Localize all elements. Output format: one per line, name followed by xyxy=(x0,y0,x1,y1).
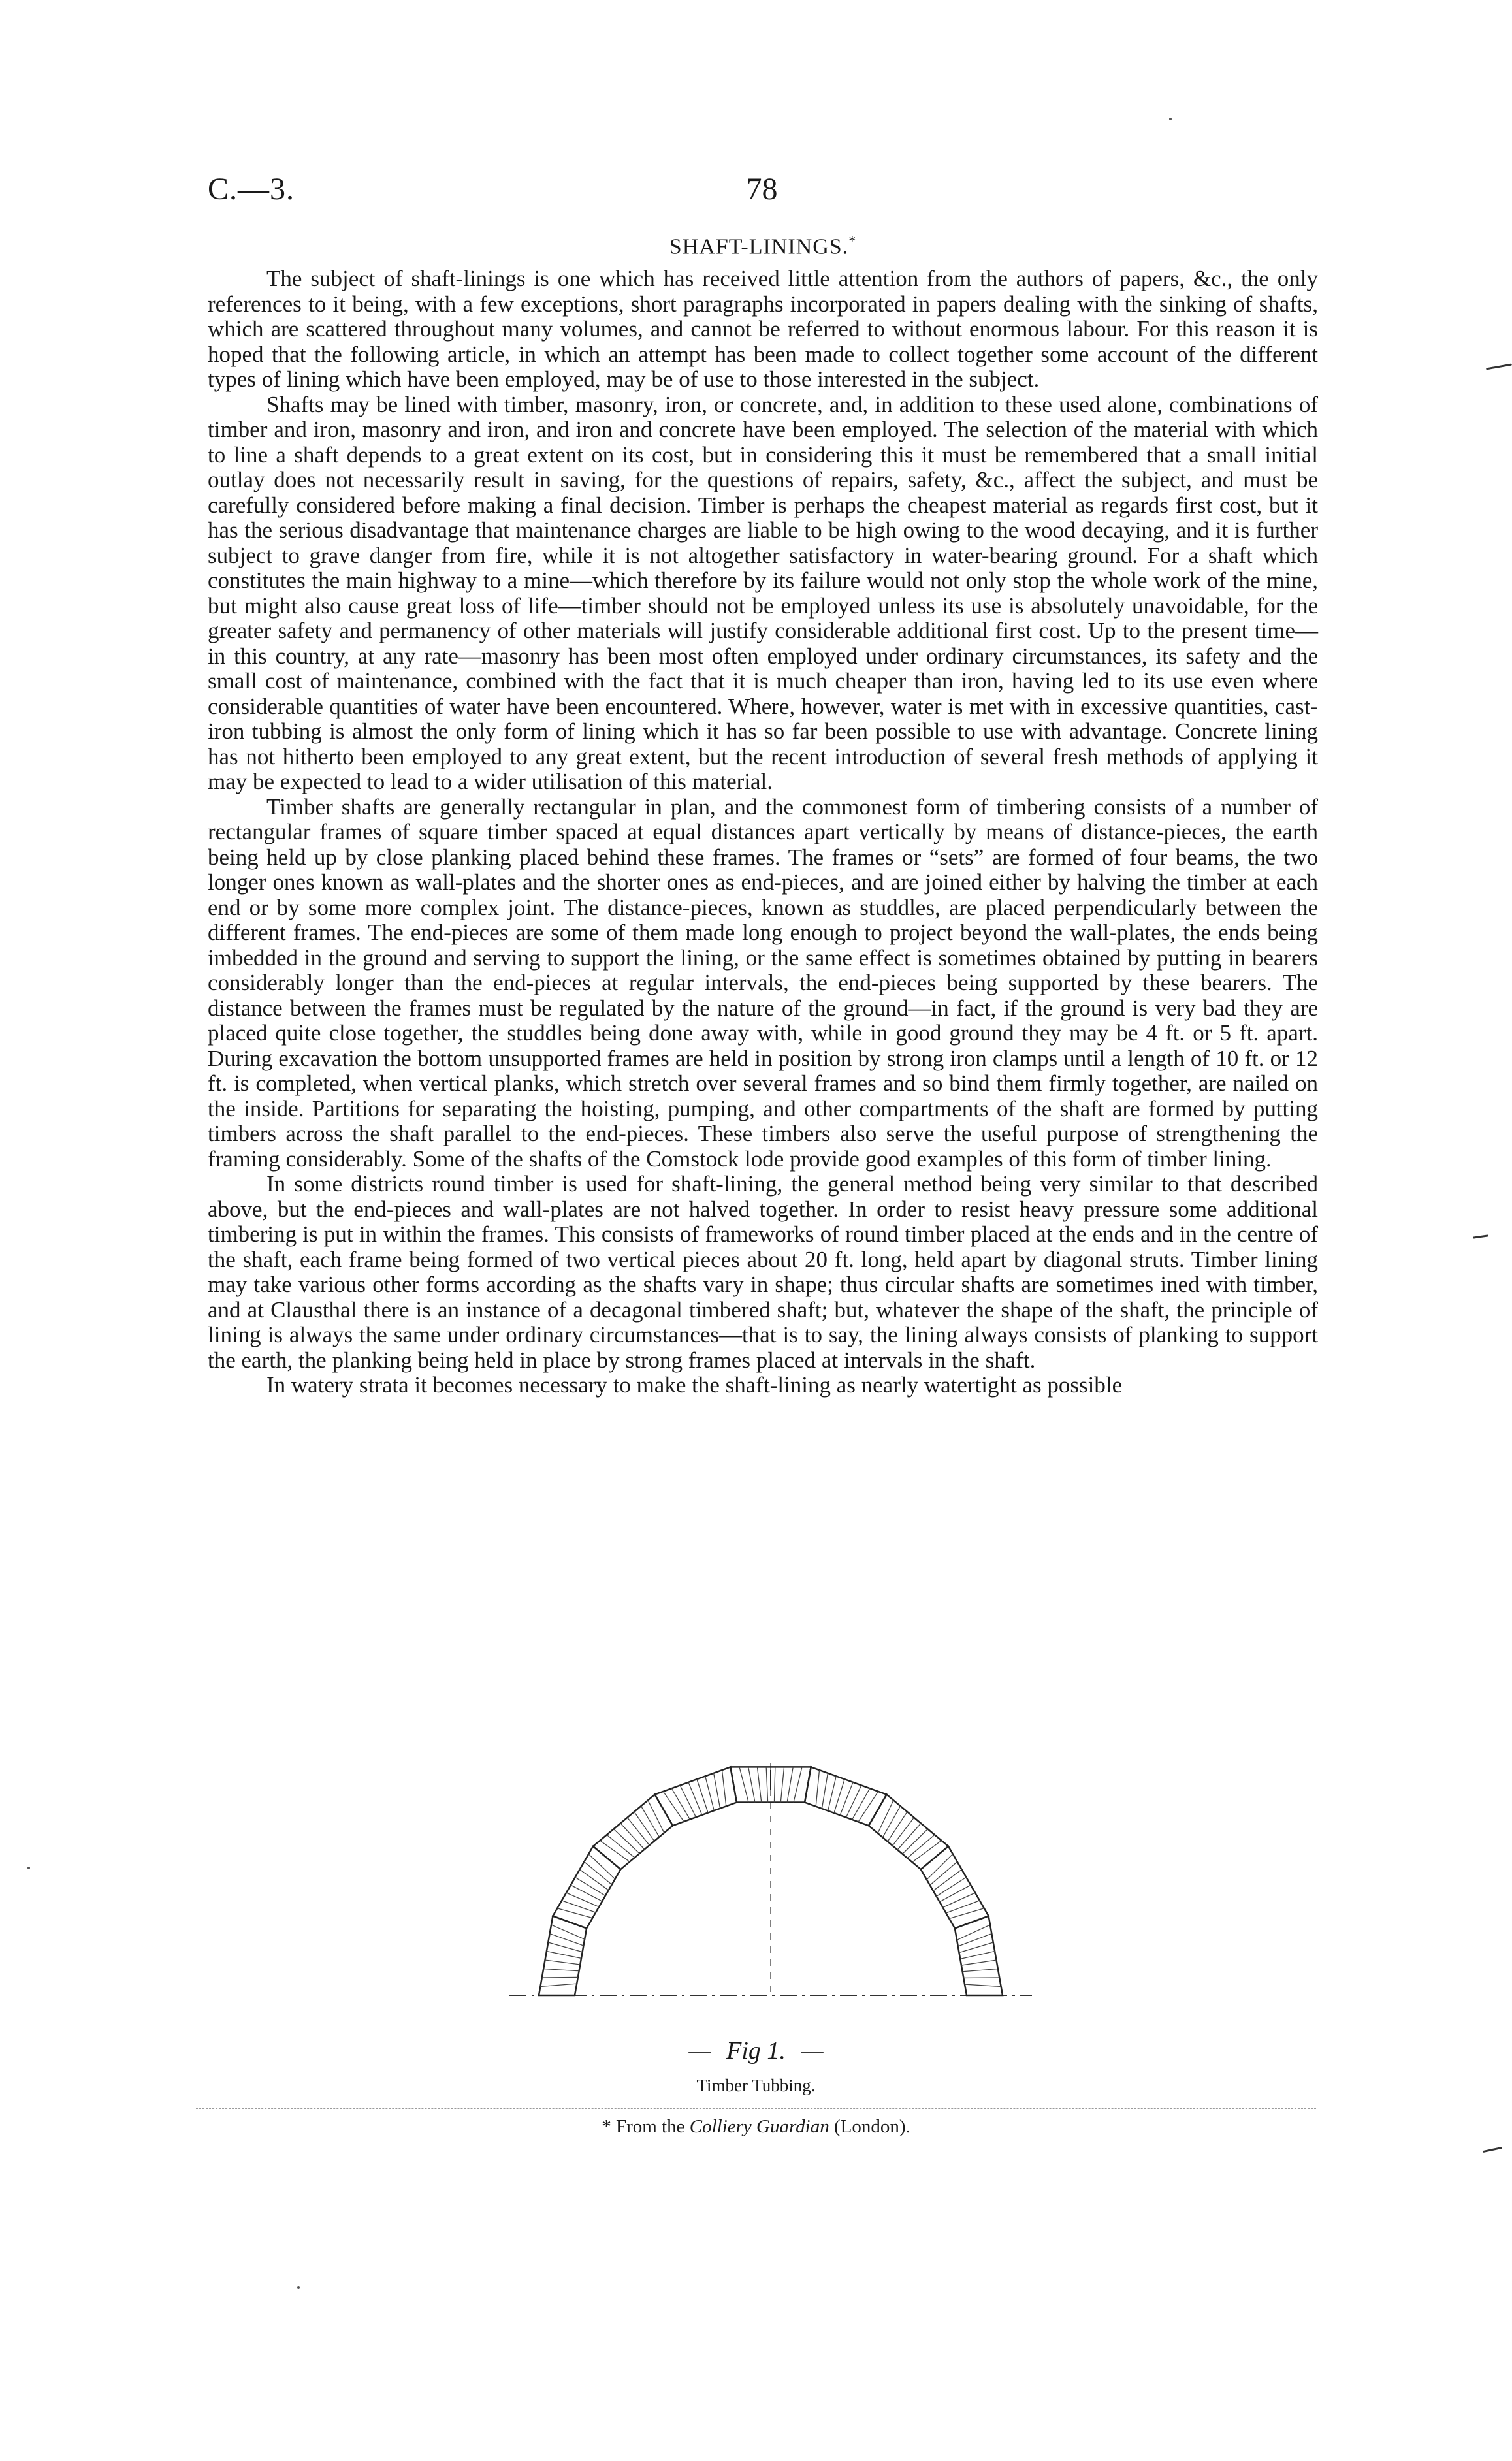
figure-label: — Fig 1. — xyxy=(688,2037,824,2065)
timber-segment xyxy=(553,1846,620,1929)
timber-tubbing-figure xyxy=(503,1763,1038,2038)
timber-tubbing-drawing xyxy=(503,1763,1038,2038)
print-speck xyxy=(27,1867,30,1869)
paragraph-1: The subject of shaft-linings is one which has received little attention from the authors of papers, &c., the only references to it being, with a few exceptions, short paragraphs incorporated in papers dealing with the sinking of shafts, which are scattered throughout many volumes, and cannot be referred to without enormous labour. For this reason it is hoped that the following article, in which an attempt has been made to collect together some account of the different types of lining which have been employed, may be of use to those interested in the subject. xyxy=(208,266,1318,392)
footnote-marker: * xyxy=(602,2116,611,2137)
footnote-prefix: From the xyxy=(615,2116,685,2137)
figure-label-text: Fig 1. xyxy=(726,2037,786,2065)
paragraph-3: Timber shafts are generally rectangular in plan, and the commonest form of timbering consists of a number of rectangular frames of square timber spaced at equal distances apart vertically by means of distance-pieces, the earth being held up by close planking placed behind these frames. The frames or “sets” are formed of four beams, the two longer ones known as wall-plates and the shorter ones as end-pieces, and are joined either by halving the timber at each end or by some more complex joint. The distance-pieces, known as studdles, are placed perpendicularly between the different frames. The end-pieces are some of them made long enough to project beyond the wall-plates, the ends being imbedded in the ground and serving to support the lining, or the same effect is sometimes obtained by putting in bearers considerably longer than the end-pieces at regular intervals, the end-pieces being supported by these bearers. The distance between the frames must be regulated by the nature of the ground—in fact, if the ground is very bad they are placed quite close together, the studdles being done away with, while in good ground they may be 4 ft. or 5 ft. apart. During excavation the bottom unsupported frames are held in position by strong iron clamps until a length of 10 ft. or 12 ft. is completed, when vertical planks, which stretch over several frames and so bind them firmly together, are nailed on the inside. Partitions for separating the hoisting, pumping, and other compartments of the shaft are formed by putting timbers across the shaft parallel to the end-pieces. These timbers also serve the useful purpose of strengthening the framing considerably. Some of the shafts of the Comstock lode provide good examples of this form of timber lining. xyxy=(208,794,1318,1172)
page-header xyxy=(208,171,1316,217)
paragraph-2: Shafts may be lined with timber, masonry, iron, or concrete, and, in addition to these used alone, combinations of timber and iron, masonry and iron, and iron and concrete have been employed. The selection of the material with which to line a shaft depends to a great extent on its cost, but in considering this it must be remembered that a small initial outlay does not necessarily result in saving, for the questions of repairs, safety, &c., affect the subject, and must be carefully considered before making a final decision. Timber is perhaps the cheapest material as regards first cost, but it has the serious disadvantage that maintenance charges are liable to be high owing to the wood decaying, and it is further subject to grave danger from fire, while it is not altogether satisfactory in water-bearing ground. For a shaft which constitutes the main highway to a mine—which therefore by its failure would not only stop the whole work of the mine, but might also cause great loss of life—timber should not be employed unless its use is absolutely unavoidable, for the greater safety and permanency of other materials will justify considerable additional first cost. Up to the present time—in this country, at any rate—masonry has been most often employed under ordinary circumstances, its safety and the small cost of maintenance, combined with the fact that it is much cheaper than iron, having led to its use even where considerable quantities of water have been encountered. Where, however, water is met with in excessive quantities, cast-iron tubbing is almost the only form of lining which it has so far been possible to use with advantage. Concrete lining has not hitherto been employed to any great extent, but the recent introduction of several fresh methods of applying it may be expected to lead to a wider utilisation of this material. xyxy=(208,391,1318,794)
article-body xyxy=(208,266,1318,1398)
margin-mark xyxy=(1473,1234,1488,1238)
footnote-divider xyxy=(196,2108,1316,2109)
document-code: C.—3. xyxy=(208,172,295,206)
paragraph-5: In watery strata it becomes necessary to make the shaft-lining as nearly watertight as possible xyxy=(266,1372,1123,1398)
page-number: 78 xyxy=(746,172,778,206)
print-speck xyxy=(1169,118,1172,120)
section-title xyxy=(208,233,1318,259)
footnote-location: (London). xyxy=(834,2116,910,2137)
timber-segment xyxy=(539,1916,587,1995)
section-title-text: SHAFT-LININGS. xyxy=(669,234,849,259)
footnote-source: Colliery Guardian xyxy=(689,2116,829,2137)
footnote-reference: * xyxy=(848,233,857,249)
paragraph-4: In some districts round timber is used for shaft-lining, the general method being very similar to that described above, but the end-pieces and wall-plates are not halved together. In order to resist heavy pressure some additional timbering is put in within the frames. This consists of frameworks of round timber placed at the ends and in the centre of the shaft, each frame being formed of two vertical pieces about 20 ft. long, held apart by diagonal struts. Timber lining may take various other forms according as the shafts vary in shape; thus circular shafts are sometimes ined with timber, and at Clausthal there is an instance of a decagonal timbered shaft; but, whatever the shape of the shaft, the principle of lining is always the same under ordinary circumstances—that is to say, the lining always consists of planking to support the earth, the planking being held in place by strong frames placed at intervals in the shaft. xyxy=(208,1171,1318,1373)
figure-caption: Timber Tubbing. xyxy=(696,2076,816,2095)
timber-segment xyxy=(955,1916,1003,1995)
margin-mark xyxy=(1486,364,1512,370)
print-speck xyxy=(297,2286,300,2289)
footnote xyxy=(0,2116,1512,2138)
timber-segment xyxy=(921,1846,989,1929)
margin-mark xyxy=(1483,2147,1502,2153)
timber-segment xyxy=(869,1795,948,1870)
timber-segment xyxy=(655,1767,737,1826)
